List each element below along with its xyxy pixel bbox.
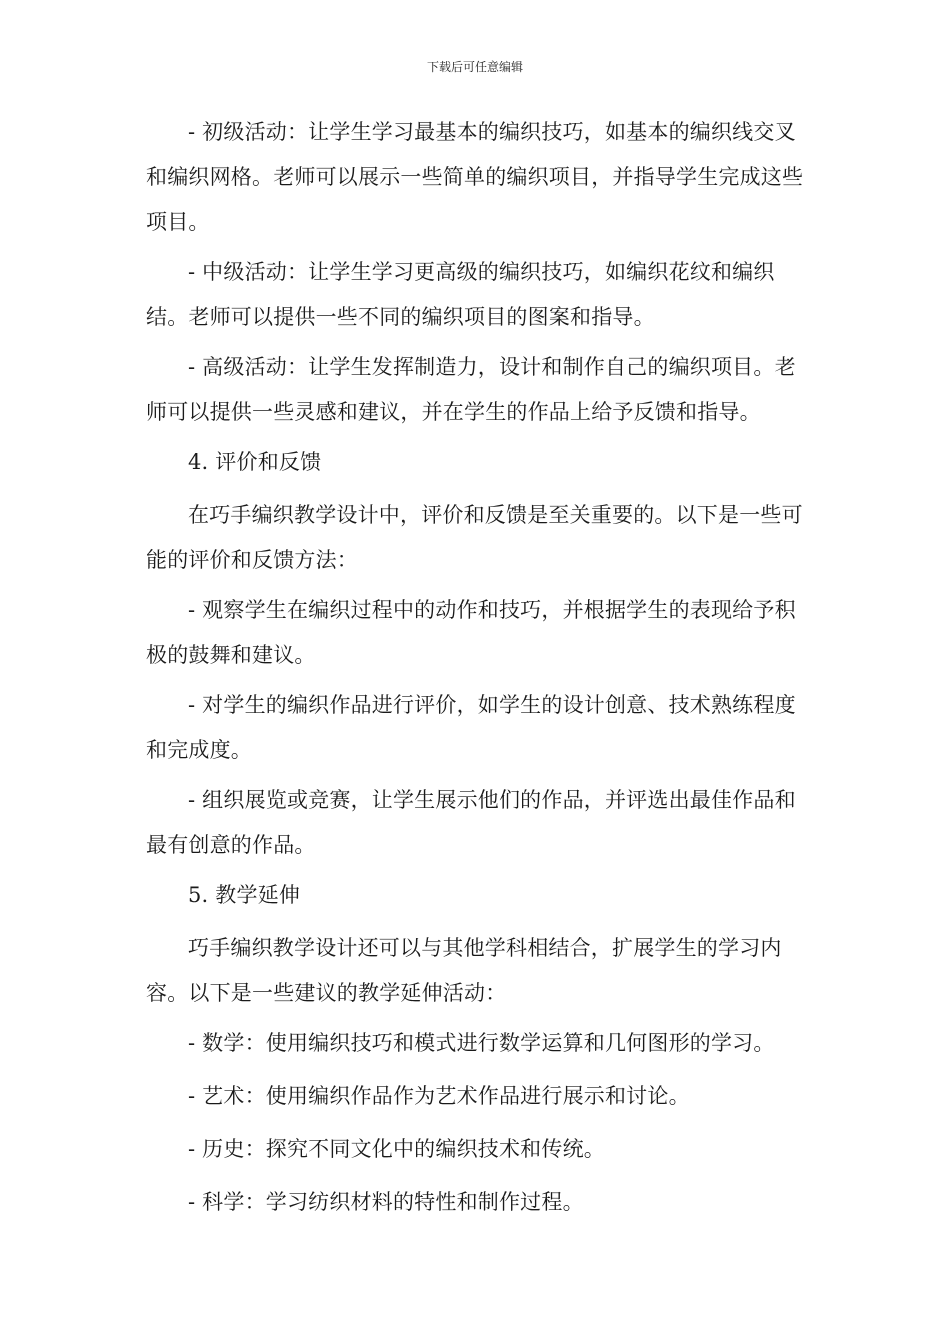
list-item-history: - 历史：探究不同文化中的编织技术和传统。	[188, 1137, 605, 1161]
document-body	[146, 110, 810, 1233]
section-heading-extension: 5. 教学延伸	[188, 883, 301, 907]
paragraph-intermediate-activity: - 中级活动：让学生学习更高级的编织技巧，如编织花纹和编织结。老师可以提供一些不同的编织项目的图案和指导。	[146, 260, 775, 329]
paragraph-assess-works: - 对学生的编织作品进行评价，如学生的设计创意、技术熟练程度和完成度。	[146, 693, 796, 762]
section-heading-evaluation: 4. 评价和反馈	[188, 450, 322, 474]
paragraph-observe-students: - 观察学生在编织过程中的动作和技巧，并根据学生的表现给予积极的鼓舞和建议。	[146, 598, 796, 667]
list-item-math: - 数学：使用编织技巧和模式进行数学运算和几何图形的学习。	[188, 1031, 775, 1055]
paragraph-basic-activity: - 初级活动：让学生学习最基本的编织技巧，如基本的编织线交叉和编织网格。老师可以展示一些简单的编织项目，并指导学生完成这些项目。	[146, 120, 804, 234]
list-item-art: - 艺术：使用编织作品作为艺术作品进行展示和讨论。	[188, 1084, 690, 1108]
page-header: 下载后可任意编辑	[426, 60, 523, 74]
paragraph-evaluation-intro: 在巧手编织教学设计中，评价和反馈是至关重要的。以下是一些可能的评价和反馈方法：	[146, 503, 803, 572]
paragraph-extension-intro: 巧手编织教学设计还可以与其他学科相结合，扩展学生的学习内容。以下是一些建议的教学延伸活动：	[146, 936, 782, 1005]
paragraph-advanced-activity: - 高级活动：让学生发挥制造力，设计和制作自己的编织项目。老师可以提供一些灵感和建议，并在学生的作品上给予反馈和指导。	[146, 355, 796, 424]
paragraph-exhibition: - 组织展览或竞赛，让学生展示他们的作品，并评选出最佳作品和最有创意的作品。	[146, 788, 796, 857]
list-item-science: - 科学：学习纺织材料的特性和制作过程。	[188, 1190, 584, 1214]
